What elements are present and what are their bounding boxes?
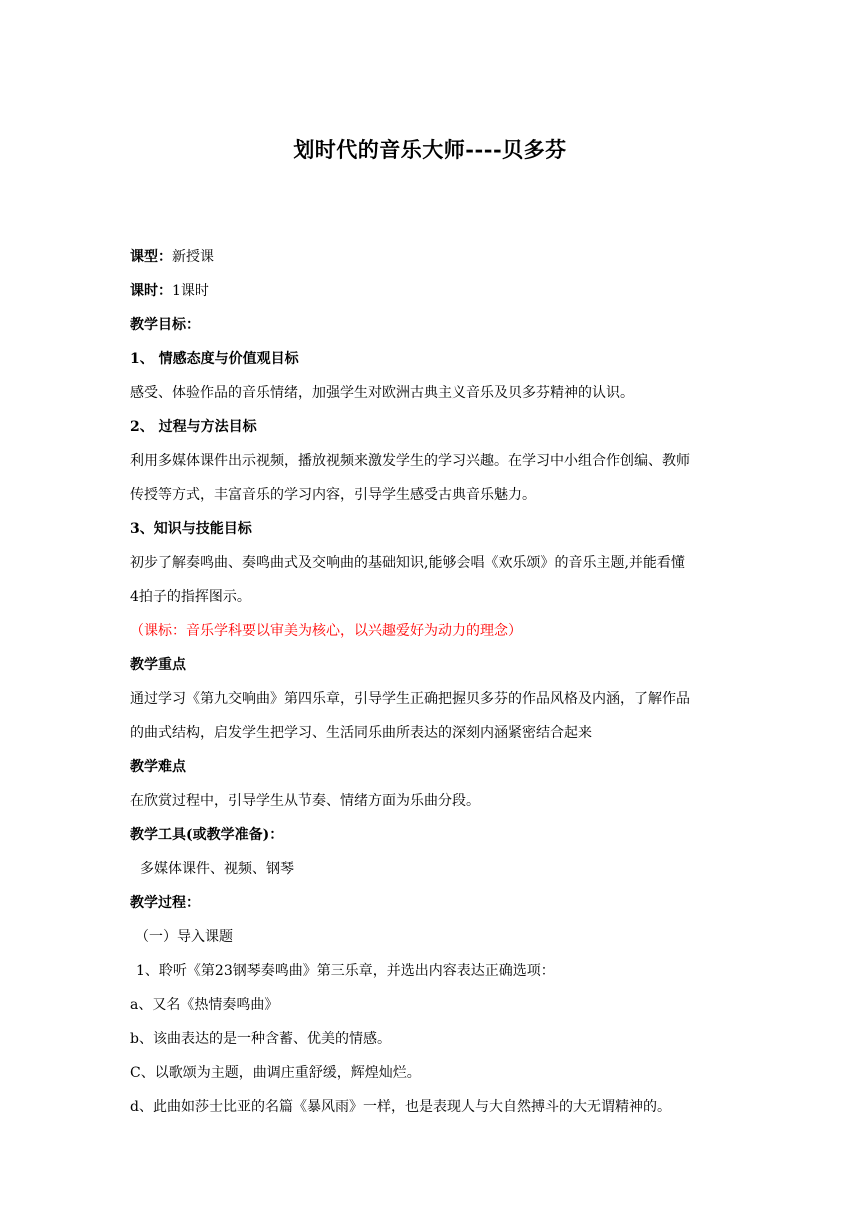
option-b: b、该曲表达的是一种含蓄、优美的情感。 [130,1031,391,1047]
difficulty-text: 在欣赏过程中，引导学生从节奏、情绪方面为乐曲分段。 [130,793,480,809]
question-1-text: 1、聆听《第23钢琴奏鸣曲》第三乐章，并选出内容表达正确选项： [136,963,555,979]
objective-3-text-line-2: 4拍子的指挥图示。 [130,589,251,605]
lesson-type-line [130,240,730,274]
objective-2-text-line-1: 利用多媒体课件出示视频，播放视频来激发学生的学习兴趣。在学习中小组合作创编、教师 [130,453,690,469]
key-points-text-line-1: 通过学习《第九交响曲》第四乐章，引导学生正确把握贝多芬的作品风格及内涵，了解作品 [130,691,690,707]
objective-1-text: 感受、体验作品的音乐情绪，加强学生对欧洲古典主义音乐及贝多芬精神的认识。 [130,385,634,401]
section-1-heading: （一）导入课题 [135,929,233,945]
duration-line [130,274,730,308]
objective-3-text-line-1: 初步了解奏鸣曲、奏鸣曲式及交响曲的基础知识,能够会唱《欢乐颂》的音乐主题,并能看懂 [130,555,685,571]
document-body [130,240,730,1124]
tools-heading: 教学工具(或教学准备)： [130,827,284,843]
objective-2-text-line-2: 传授等方式，丰富音乐的学习内容，引导学生感受古典音乐魅力。 [130,487,536,503]
option-a: a、又名《热情奏鸣曲》 [130,997,279,1013]
tools-text: 多媒体课件、视频、钢琴 [140,861,294,877]
objective-2-heading: 2、 过程与方法目标 [130,419,257,435]
duration-label: 课时： [130,283,172,299]
lesson-type-label: 课型： [130,249,172,265]
duration-value: 1课时 [172,283,209,299]
curriculum-standard-note: （课标：音乐学科要以审美为核心，以兴趣爱好为动力的理念） [130,623,522,639]
objectives-heading: 教学目标： [130,317,200,333]
option-c: C、以歌颂为主题，曲调庄重舒缓，辉煌灿烂。 [130,1065,421,1081]
objective-1-heading: 1、 情感态度与价值观目标 [130,351,299,367]
key-points-text-line-2: 的曲式结构，启发学生把学习、生活同乐曲所表达的深刻内涵紧密结合起来 [130,725,592,741]
lesson-type-value: 新授课 [172,249,214,265]
difficulty-heading: 教学难点 [130,759,186,775]
key-points-heading: 教学重点 [130,657,186,673]
document-title: 划时代的音乐大师----贝多芬 [293,137,567,162]
option-d: d、此曲如莎士比亚的名篇《暴风雨》一样，也是表现人与大自然搏斗的大无谓精神的。 [130,1099,671,1115]
objective-3-heading: 3、知识与技能目标 [130,521,252,537]
process-heading: 教学过程： [130,895,200,911]
